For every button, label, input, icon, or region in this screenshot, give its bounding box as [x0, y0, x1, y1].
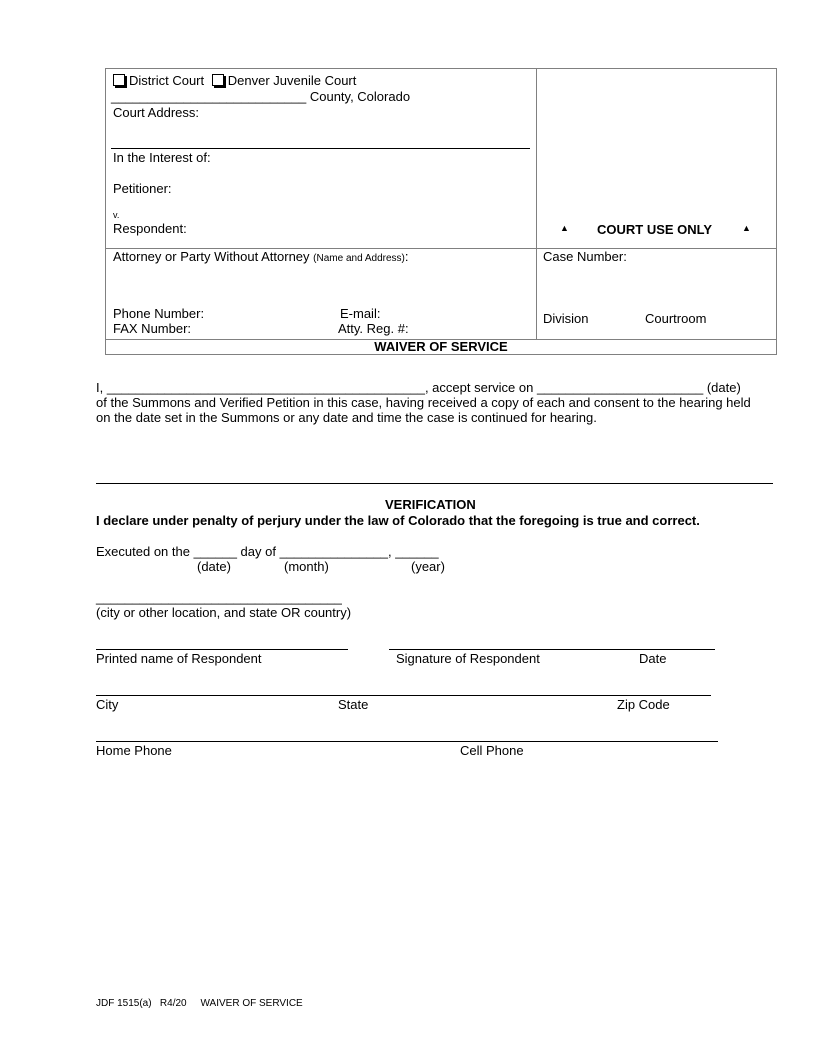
executed-year-label: (year) [411, 559, 445, 574]
up-arrow-icon: ▲ [742, 223, 751, 233]
city-label: City [96, 697, 119, 712]
signature-label: Signature of Respondent [396, 651, 540, 666]
court-use-only-label: COURT USE ONLY [597, 222, 713, 237]
county-line [111, 89, 410, 104]
printed-name-line[interactable] [96, 649, 348, 650]
executed-month-label: (month) [284, 559, 329, 574]
acceptance-line-1: I, ____________________________________________, accept service on _______________________ (date) [96, 380, 741, 395]
email-label: E-mail: [340, 306, 381, 321]
respondent-label: Respondent: [113, 221, 187, 236]
attorney-sub-label: (Name and Address) [313, 253, 405, 264]
phone-number-label: Phone Number: [113, 306, 205, 321]
zip-code-label: Zip Code [617, 697, 670, 712]
case-number-label: Case Number: [543, 249, 627, 264]
acceptance-line-2: of the Summons and Verified Petition in this case, having received a copy of each and consent to the hearing held [96, 395, 751, 410]
cell-phone-label: Cell Phone [460, 743, 524, 758]
denver-juvenile-court-checkbox[interactable] [212, 74, 224, 86]
address-line[interactable] [96, 695, 711, 696]
phone-line[interactable] [96, 741, 718, 742]
courtroom-label: Courtroom [645, 311, 707, 326]
section-separator [96, 483, 773, 484]
verification-title: VERIFICATION [385, 497, 476, 512]
executed-date-label: (date) [197, 559, 231, 574]
location-label: (city or other location, and state OR country) [96, 605, 352, 620]
court-address-line [111, 148, 530, 149]
district-court-label: District Court [129, 73, 205, 88]
county-colorado-label: County, Colorado [309, 89, 411, 104]
form-footer: JDF 1515(a) R4/20 WAIVER OF SERVICE [96, 998, 303, 1009]
up-arrow-icon: ▲ [560, 223, 569, 233]
court-type-line [113, 73, 356, 88]
division-label: Division [543, 311, 589, 326]
court-address-label: Court Address: [113, 105, 199, 120]
in-the-interest-of-label: In the Interest of: [113, 150, 211, 165]
acceptance-line-3: on the date set in the Summons or any date and time the case is continued for hearing. [96, 410, 597, 425]
atty-reg-label: Atty. Reg. #: [338, 321, 409, 336]
signature-line[interactable] [389, 649, 715, 650]
attorney-colon: : [404, 249, 409, 264]
signature-date-label: Date [639, 651, 667, 666]
state-label: State [338, 697, 369, 712]
petitioner-label: Petitioner: [113, 181, 172, 196]
printed-name-label: Printed name of Respondent [96, 651, 262, 666]
location-blank[interactable]: __________________________________ [96, 590, 342, 605]
district-court-checkbox[interactable] [113, 74, 125, 86]
form-title: WAIVER OF SERVICE [374, 339, 508, 354]
home-phone-label: Home Phone [96, 743, 172, 758]
attorney-label-line [113, 249, 409, 266]
versus-label: v. [113, 210, 120, 220]
denver-juvenile-court-label: Denver Juvenile Court [227, 73, 357, 88]
fax-number-label: FAX Number: [113, 321, 192, 336]
executed-line: Executed on the ______ day of _______________, ______ [96, 544, 439, 559]
county-blank[interactable]: ___________________________ [111, 89, 307, 104]
verification-declaration: I declare under penalty of perjury under the law of Colorado that the foregoing is true and correct. [96, 513, 700, 528]
attorney-label: Attorney or Party Without Attorney [113, 249, 310, 264]
caption-divider-vertical [536, 68, 537, 340]
